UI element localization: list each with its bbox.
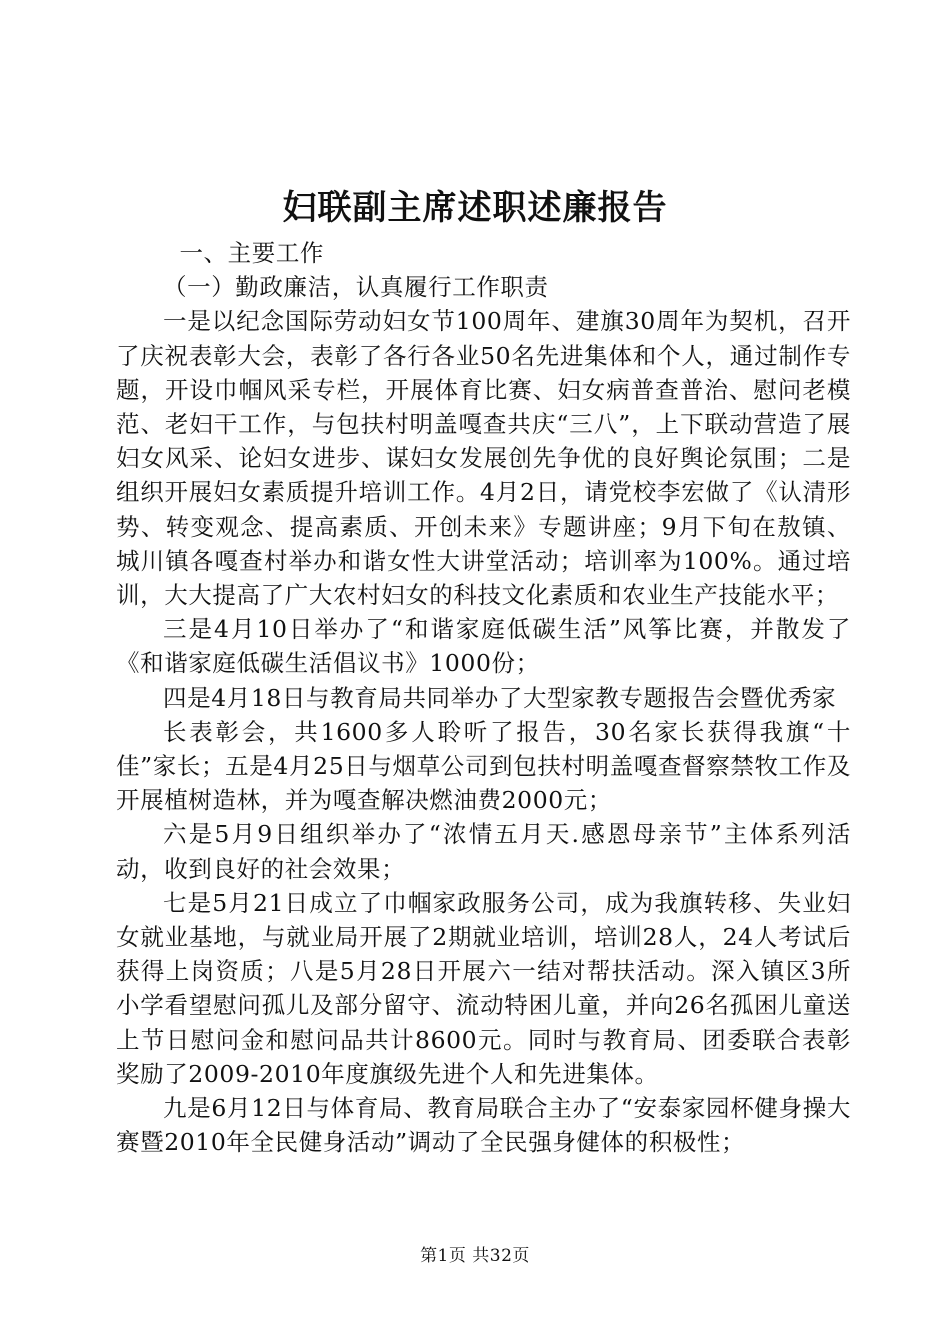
document-title: 妇联副主席述职述廉报告: [282, 188, 668, 228]
body-paragraph: 六是5月9日组织举办了“浓情五月天.感恩母亲节”主体系列活动，收到良好的社会效果；: [116, 820, 851, 883]
body-paragraph: 四是4月18日与教育局共同举办了大型家教专题报告会暨优秀家: [163, 683, 837, 712]
body-paragraph: 长表彰会，共1600多人聆听了报告，30名家长获得我旗“十佳”家长；五是4月25日与烟草公司到包扶村明盖嘎查督察禁牧工作及开展植树造林，并为嘎查解决燃油费2000元；: [116, 717, 851, 815]
body-paragraph: 一是以纪念国际劳动妇女节100周年、建旗30周年为契机，召开了庆祝表彰大会，表彰了各行各业50名先进集体和个人，通过制作专题，开设巾帼风采专栏，开展体育比赛、妇女病普查普治、慰问老模范、老妇干工作，与包扶村明盖嘎查共庆“三八”，上下联动营造了展妇女风采、论妇女进步、谋妇女发展创先争优的良好舆论氛围；二是组织开展妇女素质提升培训工作。4月2日，请党校李宏做了《认清形势、转变观念、提高素质、开创未来》专题讲座；9月下旬在敖镇、城川镇各嘎查村举办和谐女性大讲堂活动；培训率为100%。通过培训，大大提高了广大农村妇女的科技文化素质和农业生产技能水平；: [116, 307, 851, 610]
body-paragraph: 三是4月10日举办了“和谐家庭低碳生活”风筝比赛，并散发了《和谐家庭低碳生活倡议书》1000份；: [116, 615, 851, 678]
body-paragraph: 七是5月21日成立了巾帼家政服务公司，成为我旗转移、失业妇女就业基地，与就业局开展了2期就业培训，培训28人，24人考试后获得上岗资质；八是5月28日开展六一结对帮扶活动。深入镇区3所小学看望慰问孤儿及部分留守、流动特困儿童，并向26名孤困儿童送上节日慰问金和慰问品共计8600元。同时与教育局、团委联合表彰奖励了2009-2010年度旗级先进个人和先进集体。: [116, 888, 851, 1088]
section-heading: 一、主要工作: [179, 239, 325, 267]
subsection-heading: （一）勤政廉洁，认真履行工作职责: [163, 273, 549, 302]
body-paragraph: 九是6月12日与体育局、教育局联合主办了“安泰家园杯健身操大赛暨2010年全民健身活动”调动了全民强身健体的积极性；: [116, 1094, 851, 1157]
document-body: [116, 236, 851, 1159]
page-number: 第1页 共32页: [420, 1246, 530, 1266]
